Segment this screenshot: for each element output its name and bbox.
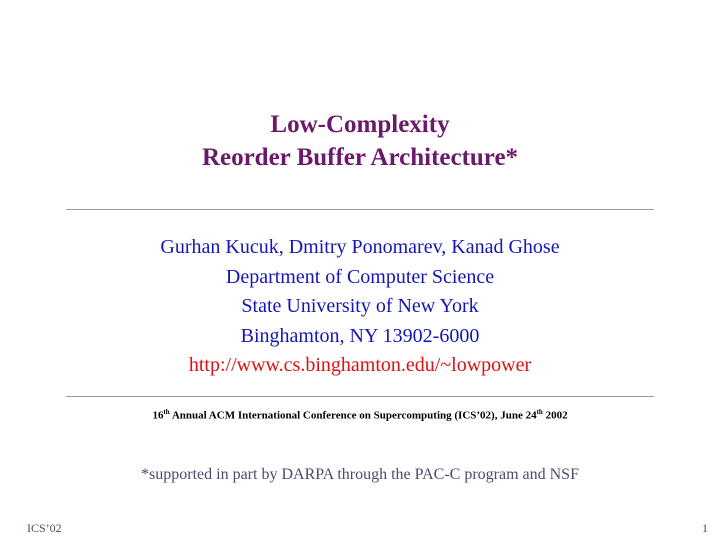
title-line-2: Reorder Buffer Architecture* [201,144,519,171]
author-names: Gurhan Kucuk, Dmitry Ponomarev, Kanad Ghose [160,236,560,258]
title-line-1: Low-Complexity [270,111,450,138]
university: State University of New York [241,295,479,317]
conference-ordinal-suffix: th [163,408,170,416]
divider-bottom [66,396,654,397]
conference-text: Annual ACM International Conference on Supercomputing (ICS’02), June 24 [169,409,537,422]
address: Binghamton, NY 13902-6000 [240,324,480,347]
slide-title [0,108,720,174]
department: Department of Computer Science [225,265,495,288]
page-number: 1 [702,521,708,535]
conference-ordinal-number: 16 [152,409,164,422]
project-url[interactable]: http://www.cs.binghamton.edu/~lowpower [188,354,532,376]
conference-year: 2002 [542,409,568,422]
support-note: *supported in part by DARPA through the PAC-C program and NSF [141,466,579,483]
divider-top [66,209,654,210]
footer-label: ICS’02 [27,521,62,535]
conference-date-suffix: th [536,408,543,416]
author-block [0,233,720,381]
conference-line [0,408,720,422]
